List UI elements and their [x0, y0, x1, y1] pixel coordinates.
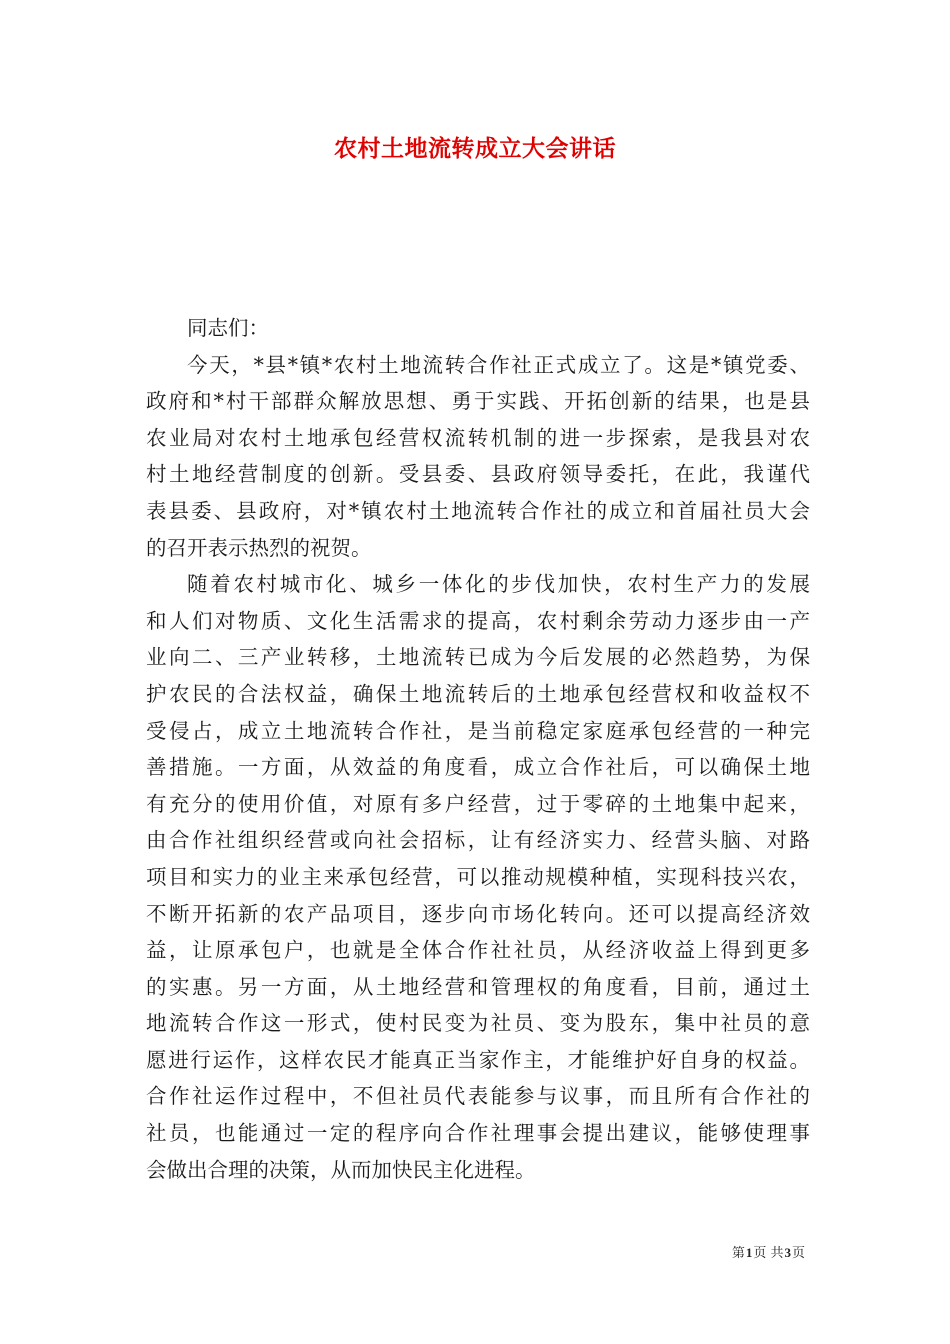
- paragraph-2-line: 有充分的使用价值，对原有多户经营，过于零碎的土地集中起来，: [146, 791, 810, 816]
- paragraph-1-line: 政府和*村干部群众解放思想、勇于实践、开拓创新的结果，也是县: [146, 389, 810, 414]
- paragraph-2-line: 业向二、三产业转移，土地流转已成为今后发展的必然趋势，为保: [146, 645, 810, 670]
- paragraph-2-line: 善措施。一方面，从效益的角度看，成立合作社后，可以确保土地: [146, 755, 810, 780]
- document-body: [146, 310, 810, 1188]
- paragraph-2-line: 项目和实力的业主来承包经营，可以推动规模种植，实现科技兴农，: [146, 864, 810, 889]
- paragraph-2-line: 随着农村城市化、城乡一体化的步伐加快，农村生产力的发展: [187, 572, 810, 597]
- paragraph-2-line: 护农民的合法权益，确保土地流转后的土地承包经营权和收益权不: [146, 681, 810, 706]
- paragraph-2-line: 社员，也能通过一定的程序向合作社理事会提出建议，能够使理事: [146, 1121, 810, 1146]
- paragraph-2-line: 由合作社组织经营或向社会招标，让有经济实力、经营头脑、对路: [146, 828, 810, 853]
- page-total: 3: [784, 1245, 791, 1260]
- paragraph-1-line: 村土地经营制度的创新。受县委、县政府领导委托，在此，我谨代: [146, 462, 810, 487]
- page-prefix: 第: [731, 1246, 745, 1261]
- salutation-line: 同志们：: [187, 316, 269, 340]
- paragraph-2-line: 受侵占，成立土地流转合作社，是当前稳定家庭承包经营的一种完: [146, 718, 810, 743]
- paragraph-2-line: 合作社运作过程中，不但社员代表能参与议事，而且所有合作社的: [146, 1084, 810, 1109]
- paragraph-1-line: 今天，*县*镇*农村土地流转合作社正式成立了。这是*镇党委、: [187, 352, 810, 377]
- paragraph-2-line: 地流转合作这一形式，使村民变为社员、变为股东，集中社员的意: [146, 1011, 810, 1036]
- paragraph-2-line: 不断开拓新的农产品项目，逐步向市场化转向。还可以提高经济效: [146, 901, 810, 926]
- page-suffix: 页: [791, 1246, 805, 1261]
- page-middle: 页 共: [753, 1246, 784, 1261]
- paragraph-2-line: 的实惠。另一方面，从土地经营和管理权的角度看，目前，通过土: [146, 974, 810, 999]
- paragraph-1-line: 的召开表示热烈的祝贺。: [146, 535, 372, 560]
- page-number: 1: [745, 1245, 753, 1260]
- paragraph-1-line: 农业局对农村土地承包经营权流转机制的进一步探索，是我县对农: [146, 425, 810, 450]
- paragraph-2-line: 益，让原承包户，也就是全体合作社社员，从经济收益上得到更多: [146, 938, 810, 963]
- paragraph-1-line: 表县委、县政府，对*镇农村土地流转合作社的成立和首届社员大会: [146, 498, 810, 523]
- paragraph-2-line: 会做出合理的决策，从而加快民主化进程。: [146, 1157, 536, 1182]
- paragraph-2-line: 和人们对物质、文化生活需求的提高，农村剩余劳动力逐步由一产: [146, 608, 810, 633]
- document-title: 农村土地流转成立大会讲话: [334, 135, 616, 162]
- paragraph-2-line: 愿进行运作，这样农民才能真正当家作主，才能维护好自身的权益。: [146, 1047, 810, 1072]
- page-footer: [732, 1242, 805, 1261]
